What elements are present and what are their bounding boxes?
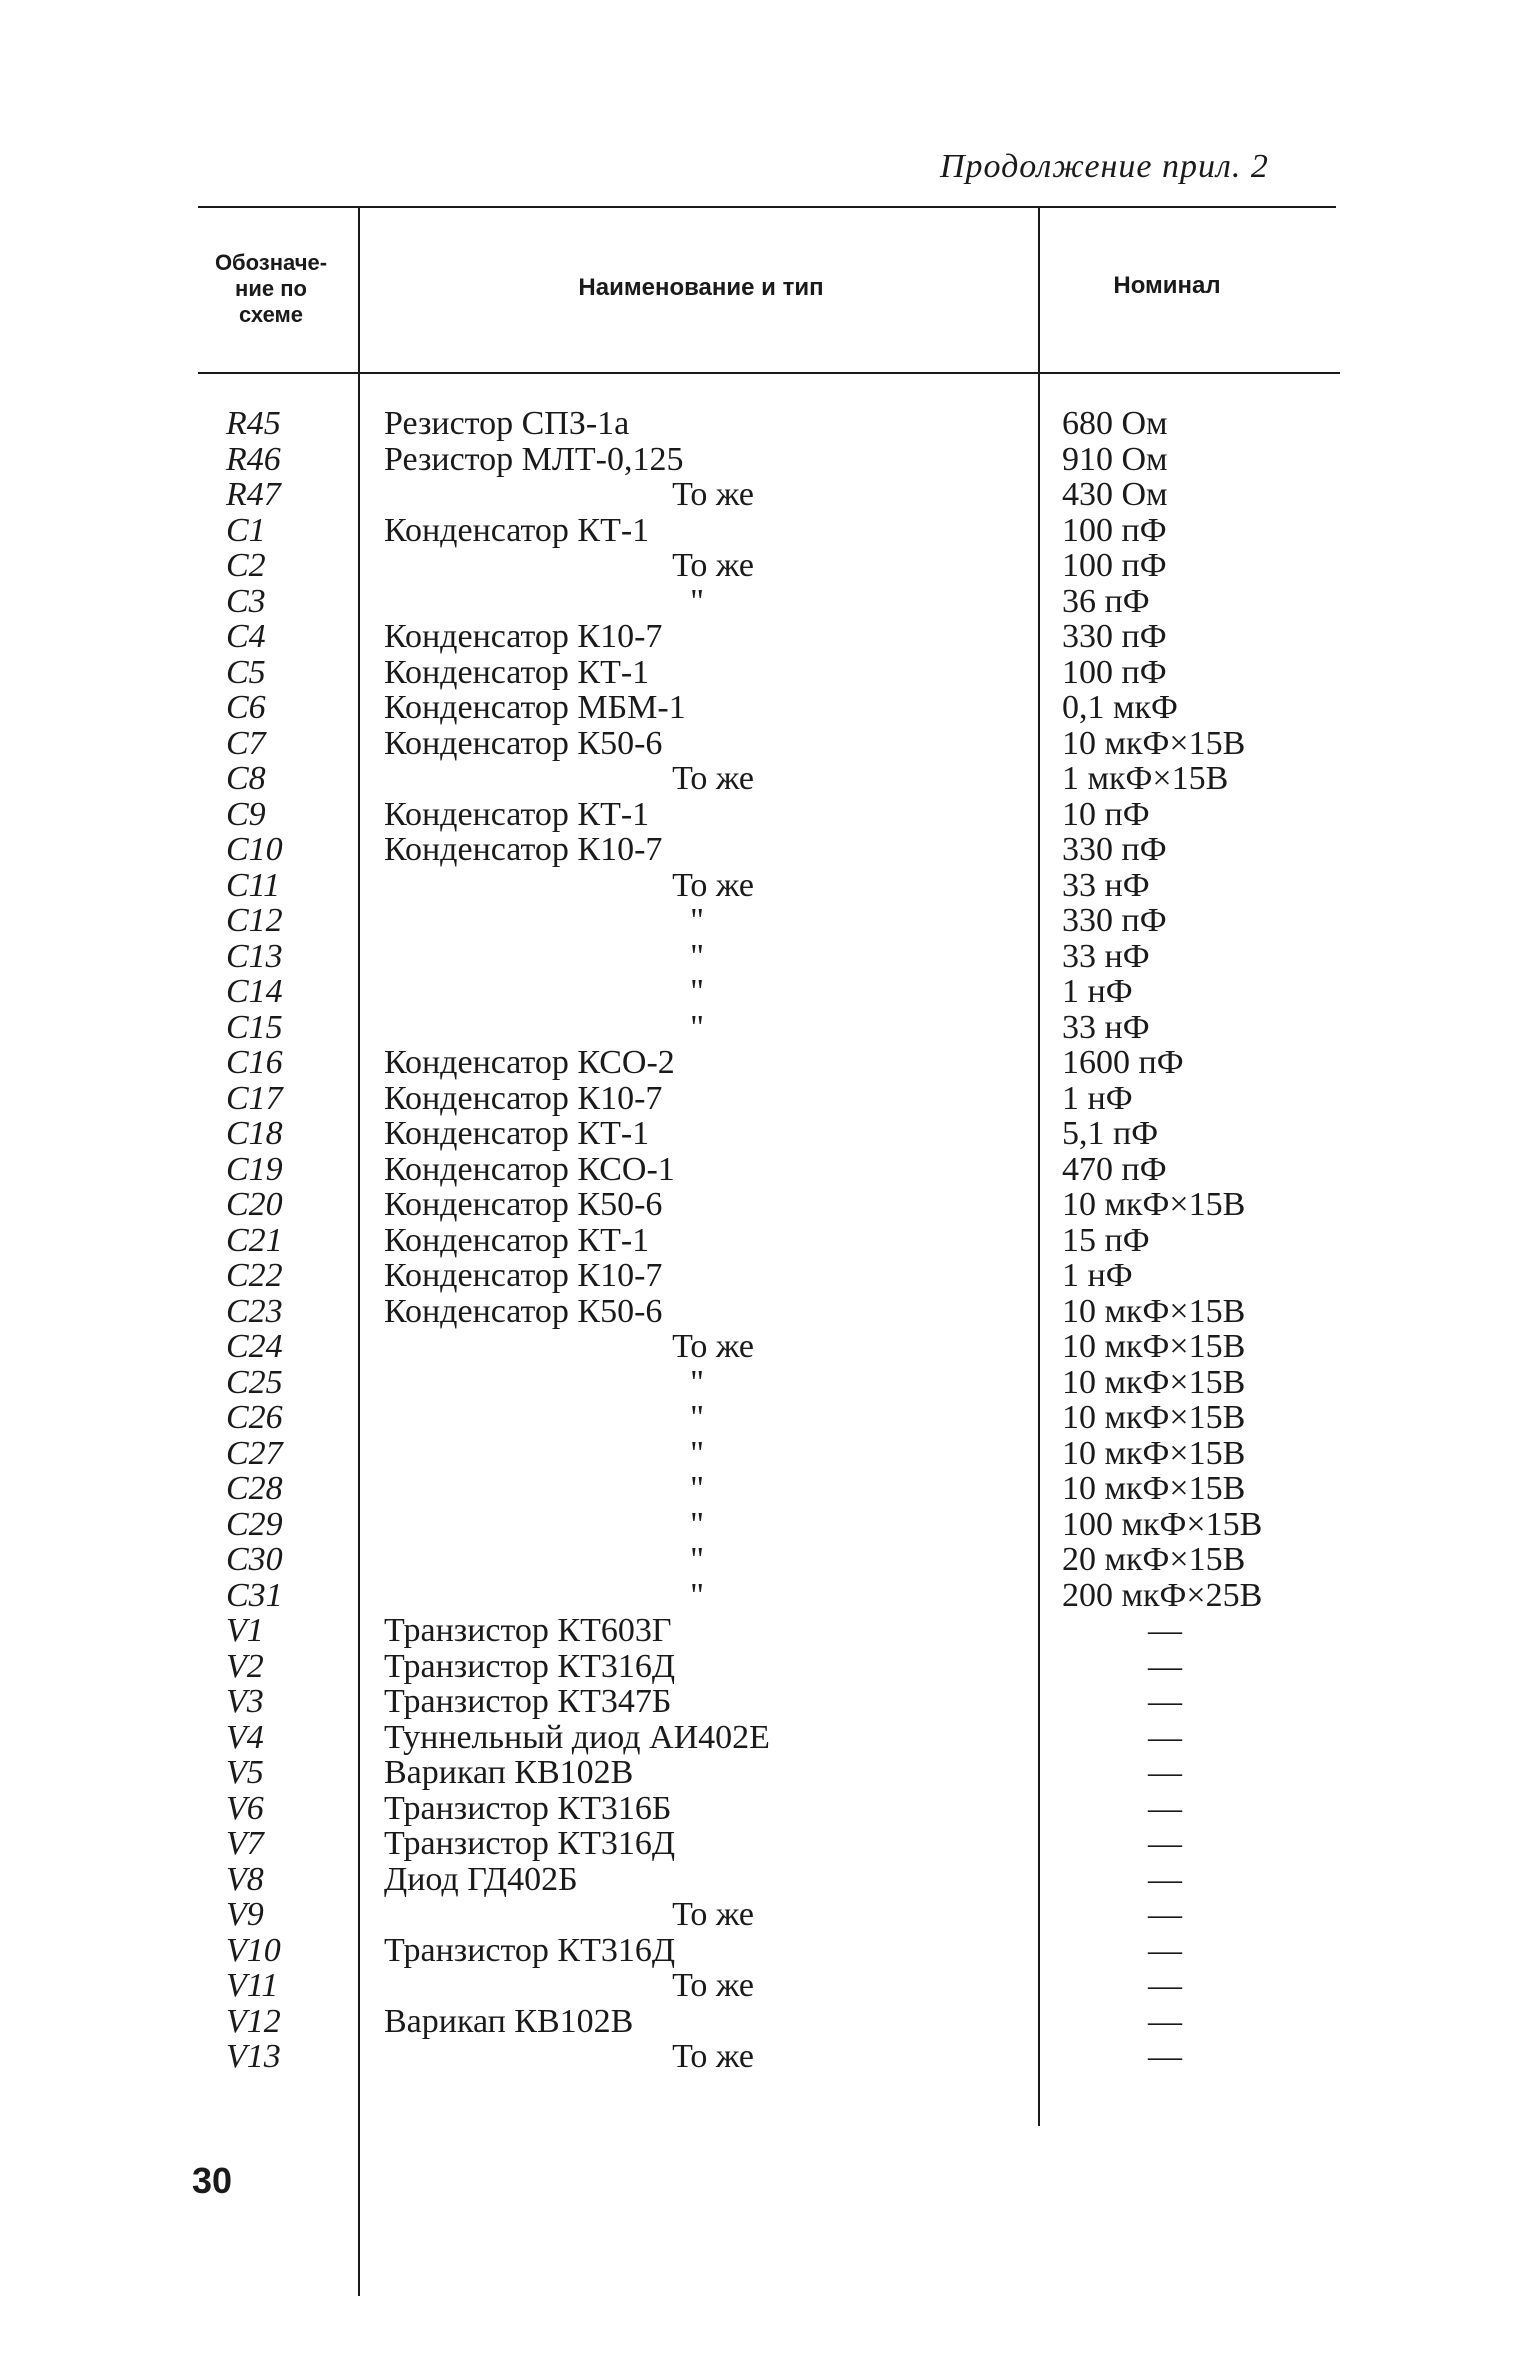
table-row bbox=[0, 1081, 1536, 1117]
designator-cell: V11 bbox=[226, 1967, 279, 2004]
designator-cell: C26 bbox=[226, 1399, 283, 1436]
designator-cell: C3 bbox=[226, 582, 266, 620]
name-type-cell: Конденсатор К10-7 bbox=[384, 831, 663, 868]
designator-cell: V10 bbox=[226, 1931, 281, 1969]
table-row bbox=[0, 1045, 1536, 1081]
designator-cell: C5 bbox=[226, 653, 266, 691]
name-type-cell: Варикап КВ102В bbox=[384, 2002, 634, 2040]
designator-cell: C21 bbox=[226, 1221, 283, 1259]
table-top-rule bbox=[198, 206, 1336, 208]
nominal-cell: 10 мкФ×15В bbox=[1062, 1434, 1246, 1472]
nominal-cell: 680 Ом bbox=[1062, 405, 1168, 442]
designator-cell: C15 bbox=[226, 1008, 283, 1046]
designator-cell: C22 bbox=[226, 1257, 283, 1294]
designator-cell: R45 bbox=[226, 405, 281, 442]
designator-cell: C30 bbox=[226, 1541, 283, 1578]
table-row bbox=[0, 761, 1536, 797]
name-type-cell: Транзистор КТ603Г bbox=[384, 1612, 672, 1649]
header-nominal: Номинал bbox=[1113, 272, 1221, 299]
designator-cell: C25 bbox=[226, 1363, 283, 1401]
table-row bbox=[0, 1258, 1536, 1294]
table-row bbox=[0, 832, 1536, 868]
designator-cell: C24 bbox=[226, 1328, 283, 1365]
table-row bbox=[0, 903, 1536, 939]
nominal-cell: 5,1 пФ bbox=[1062, 1115, 1159, 1152]
table-row bbox=[0, 1294, 1536, 1330]
nominal-cell: 10 мкФ×15В bbox=[1062, 724, 1246, 762]
name-type-cell: " bbox=[690, 1399, 704, 1436]
table-row bbox=[0, 1684, 1536, 1720]
name-type-cell: Конденсатор КСО-1 bbox=[384, 1150, 675, 1188]
name-type-cell: " bbox=[690, 902, 704, 939]
designator-cell: C10 bbox=[226, 831, 283, 868]
name-type-cell: " bbox=[690, 937, 704, 975]
table-row bbox=[0, 548, 1536, 584]
table-row bbox=[0, 1436, 1536, 1472]
designator-cell: V8 bbox=[226, 1860, 264, 1898]
designator-cell: C23 bbox=[226, 1292, 283, 1330]
designator-cell: C20 bbox=[226, 1186, 283, 1223]
nominal-cell: 33 нФ bbox=[1062, 1008, 1150, 1046]
name-type-cell: Конденсатор КТ-1 bbox=[384, 653, 650, 691]
nominal-cell: — bbox=[1148, 1789, 1182, 1827]
nominal-cell: 33 нФ bbox=[1062, 866, 1150, 904]
nominal-cell: 1 нФ bbox=[1062, 1257, 1133, 1294]
name-type-cell: Конденсатор МБМ-1 bbox=[384, 689, 686, 726]
name-type-cell: Конденсатор КТ-1 bbox=[384, 795, 650, 833]
designator-cell: C4 bbox=[226, 618, 266, 655]
table-row bbox=[0, 1968, 1536, 2004]
nominal-cell: 100 мкФ×15В bbox=[1062, 1505, 1263, 1543]
table-row bbox=[0, 1010, 1536, 1046]
nominal-cell: — bbox=[1148, 2002, 1182, 2040]
name-type-cell: " bbox=[690, 582, 704, 620]
nominal-cell: — bbox=[1148, 1825, 1182, 1862]
table-row bbox=[0, 1791, 1536, 1827]
parts-table-body bbox=[0, 406, 1536, 2075]
designator-cell: V9 bbox=[226, 1896, 264, 1933]
table-row bbox=[0, 1862, 1536, 1898]
name-type-cell: Конденсатор КТ-1 bbox=[384, 1221, 650, 1259]
designator-cell: C8 bbox=[226, 760, 266, 797]
table-row bbox=[0, 974, 1536, 1010]
name-type-cell: Резистор МЛТ-0,125 bbox=[384, 440, 684, 478]
name-type-cell: Конденсатор КТ-1 bbox=[384, 511, 650, 549]
designator-cell: C11 bbox=[226, 866, 281, 904]
designator-cell: V6 bbox=[226, 1789, 264, 1827]
designator-cell: C31 bbox=[226, 1576, 283, 1614]
table-row bbox=[0, 584, 1536, 620]
table-row bbox=[0, 1826, 1536, 1862]
table-row bbox=[0, 1613, 1536, 1649]
table-row bbox=[0, 1329, 1536, 1365]
designator-cell: V1 bbox=[226, 1612, 264, 1649]
table-row bbox=[0, 1152, 1536, 1188]
name-type-cell: Конденсатор К10-7 bbox=[384, 1079, 663, 1117]
name-type-cell: " bbox=[690, 973, 704, 1010]
name-type-cell: Резистор СПЗ-1а bbox=[384, 405, 630, 442]
name-type-cell: Варикап КВ102В bbox=[384, 1754, 634, 1791]
nominal-cell: 100 пФ bbox=[1062, 653, 1167, 691]
name-type-cell: Конденсатор КСО-2 bbox=[384, 1044, 675, 1081]
name-type-cell: То же bbox=[672, 866, 754, 904]
name-type-cell: Транзистор КТ316Б bbox=[384, 1789, 672, 1827]
name-type-cell: Транзистор КТ316Д bbox=[384, 1825, 676, 1862]
name-type-cell: " bbox=[690, 1541, 704, 1578]
name-type-cell: То же bbox=[672, 1967, 754, 2004]
designator-cell: C13 bbox=[226, 937, 283, 975]
nominal-cell: — bbox=[1148, 1612, 1182, 1649]
nominal-cell: — bbox=[1148, 1931, 1182, 1969]
nominal-cell: 330 пФ bbox=[1062, 902, 1167, 939]
designator-cell: R46 bbox=[226, 440, 281, 478]
nominal-cell: 470 пФ bbox=[1062, 1150, 1167, 1188]
designator-cell: C1 bbox=[226, 511, 266, 549]
designator-cell: C28 bbox=[226, 1470, 283, 1507]
nominal-cell: 10 мкФ×15В bbox=[1062, 1292, 1246, 1330]
continuation-label: Продолжение прил. 2 bbox=[940, 148, 1269, 185]
name-type-cell: " bbox=[690, 1505, 704, 1543]
designator-cell: V12 bbox=[226, 2002, 281, 2040]
table-row bbox=[0, 1755, 1536, 1791]
designator-cell: C16 bbox=[226, 1044, 283, 1081]
header-designator: Обозначе- ние по схеме bbox=[214, 250, 328, 327]
table-row bbox=[0, 1507, 1536, 1543]
table-row bbox=[0, 1223, 1536, 1259]
table-row bbox=[0, 1116, 1536, 1152]
name-type-cell: То же bbox=[672, 1328, 754, 1365]
nominal-cell: — bbox=[1148, 1754, 1182, 1791]
table-row bbox=[0, 939, 1536, 975]
designator-cell: C6 bbox=[226, 689, 266, 726]
designator-cell: C18 bbox=[226, 1115, 283, 1152]
designator-cell: C9 bbox=[226, 795, 266, 833]
nominal-cell: 1 мкФ×15В bbox=[1062, 760, 1229, 797]
name-type-cell: То же bbox=[672, 2038, 754, 2075]
nominal-cell: — bbox=[1148, 1860, 1182, 1898]
nominal-cell: 15 пФ bbox=[1062, 1221, 1150, 1259]
nominal-cell: 10 мкФ×15В bbox=[1062, 1186, 1246, 1223]
name-type-cell: Туннельный диод АИ402Е bbox=[384, 1718, 770, 1756]
name-type-cell: Транзистор КТ316Д bbox=[384, 1931, 676, 1969]
designator-cell: V2 bbox=[226, 1647, 264, 1685]
nominal-cell: 36 пФ bbox=[1062, 582, 1150, 620]
designator-cell: C12 bbox=[226, 902, 283, 939]
table-row bbox=[0, 1365, 1536, 1401]
table-row bbox=[0, 2004, 1536, 2040]
table-row bbox=[0, 690, 1536, 726]
name-type-cell: Транзистор КТ347Б bbox=[384, 1683, 672, 1720]
name-type-cell: Конденсатор КТ-1 bbox=[384, 1115, 650, 1152]
name-type-cell: То же bbox=[672, 1896, 754, 1933]
table-row bbox=[0, 1542, 1536, 1578]
nominal-cell: 330 пФ bbox=[1062, 831, 1167, 868]
table-row bbox=[0, 797, 1536, 833]
name-type-cell: Транзистор КТ316Д bbox=[384, 1647, 676, 1685]
name-type-cell: " bbox=[690, 1470, 704, 1507]
nominal-cell: 10 мкФ×15В bbox=[1062, 1328, 1246, 1365]
nominal-cell: 330 пФ bbox=[1062, 618, 1167, 655]
nominal-cell: 10 мкФ×15В bbox=[1062, 1399, 1246, 1436]
page-number: 30 bbox=[192, 2160, 233, 2201]
nominal-cell: 200 мкФ×25В bbox=[1062, 1576, 1263, 1614]
nominal-cell: 910 Ом bbox=[1062, 440, 1168, 478]
nominal-cell: — bbox=[1148, 2038, 1182, 2075]
nominal-cell: — bbox=[1148, 1718, 1182, 1756]
designator-cell: V4 bbox=[226, 1718, 264, 1756]
table-row bbox=[0, 1933, 1536, 1969]
designator-cell: C2 bbox=[226, 547, 266, 584]
nominal-cell: 1 нФ bbox=[1062, 973, 1133, 1010]
nominal-cell: 1 нФ bbox=[1062, 1079, 1133, 1117]
nominal-cell: 33 нФ bbox=[1062, 937, 1150, 975]
nominal-cell: — bbox=[1148, 1896, 1182, 1933]
designator-cell: V7 bbox=[226, 1825, 264, 1862]
header-name-type: Наименование и тип bbox=[578, 274, 824, 301]
name-type-cell: " bbox=[690, 1008, 704, 1046]
table-row bbox=[0, 1720, 1536, 1756]
designator-cell: C14 bbox=[226, 973, 283, 1010]
name-type-cell: " bbox=[690, 1576, 704, 1614]
name-type-cell: Конденсатор К50-6 bbox=[384, 1292, 663, 1330]
name-type-cell: Конденсатор К10-7 bbox=[384, 618, 663, 655]
nominal-cell: 430 Ом bbox=[1062, 476, 1168, 513]
name-type-cell: То же bbox=[672, 760, 754, 797]
designator-cell: V13 bbox=[226, 2038, 281, 2075]
name-type-cell: Конденсатор К50-6 bbox=[384, 1186, 663, 1223]
table-row bbox=[0, 1400, 1536, 1436]
nominal-cell: 10 мкФ×15В bbox=[1062, 1470, 1246, 1507]
table-row bbox=[0, 868, 1536, 904]
table-row bbox=[0, 442, 1536, 478]
name-type-cell: То же bbox=[672, 547, 754, 584]
table-row bbox=[0, 1649, 1536, 1685]
designator-cell: C27 bbox=[226, 1434, 283, 1472]
name-type-cell: Конденсатор К50-6 bbox=[384, 724, 663, 762]
designator-cell: V3 bbox=[226, 1683, 264, 1720]
name-type-cell: Диод ГД402Б bbox=[384, 1860, 578, 1898]
table-row bbox=[0, 1187, 1536, 1223]
designator-cell: C17 bbox=[226, 1079, 283, 1117]
designator-cell: C29 bbox=[226, 1505, 283, 1543]
header-bottom-rule bbox=[198, 372, 1340, 374]
table-row bbox=[0, 2039, 1536, 2075]
name-type-cell: Конденсатор К10-7 bbox=[384, 1257, 663, 1294]
nominal-cell: 100 пФ bbox=[1062, 547, 1167, 584]
table-row bbox=[0, 513, 1536, 549]
table-row bbox=[0, 477, 1536, 513]
designator-cell: C19 bbox=[226, 1150, 283, 1188]
designator-cell: C7 bbox=[226, 724, 266, 762]
table-row bbox=[0, 1471, 1536, 1507]
nominal-cell: 0,1 мкФ bbox=[1062, 689, 1178, 726]
nominal-cell: 10 пФ bbox=[1062, 795, 1150, 833]
table-row bbox=[0, 619, 1536, 655]
nominal-cell: — bbox=[1148, 1647, 1182, 1685]
nominal-cell: 1600 пФ bbox=[1062, 1044, 1184, 1081]
nominal-cell: 100 пФ bbox=[1062, 511, 1167, 549]
table-row bbox=[0, 726, 1536, 762]
table-row bbox=[0, 655, 1536, 691]
designator-cell: R47 bbox=[226, 476, 281, 513]
table-row bbox=[0, 1897, 1536, 1933]
name-type-cell: " bbox=[690, 1434, 704, 1472]
table-row bbox=[0, 406, 1536, 442]
nominal-cell: 20 мкФ×15В bbox=[1062, 1541, 1246, 1578]
name-type-cell: " bbox=[690, 1363, 704, 1401]
nominal-cell: — bbox=[1148, 1683, 1182, 1720]
table-row bbox=[0, 1578, 1536, 1614]
name-type-cell: То же bbox=[672, 476, 754, 513]
nominal-cell: 10 мкФ×15В bbox=[1062, 1363, 1246, 1401]
designator-cell: V5 bbox=[226, 1754, 264, 1791]
nominal-cell: — bbox=[1148, 1967, 1182, 2004]
